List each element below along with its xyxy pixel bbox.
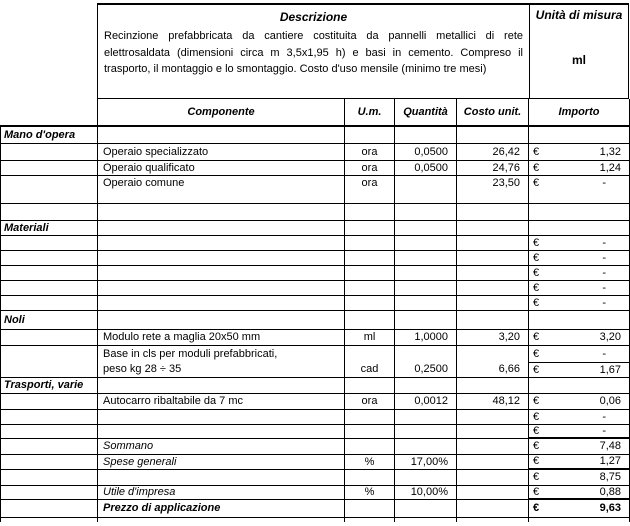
cell-c2 [345,295,395,310]
section-label-cell [1,175,98,203]
cell-c5 [529,393,630,409]
euro-symbol: € [533,296,540,309]
row-item [1,345,630,362]
cell-c1 [98,126,345,143]
row-item [1,393,630,409]
importo-value: - [602,296,606,309]
cell-c2 [345,345,395,362]
cell-c1 [98,469,345,485]
euro-symbol: € [533,251,540,264]
cell-c5 [529,438,630,454]
section-label-cell [1,438,98,454]
cell-c5 [529,345,630,362]
cell-c3: 0,0500 [395,143,457,160]
row-sum [1,438,630,454]
importo-value: - [602,281,606,294]
cell-c4: 3,20 [457,329,529,345]
cell-stub [98,517,345,522]
cell-stub [457,517,529,522]
cell-c3: 10,00% [395,485,457,499]
row-section [1,377,630,393]
section-label-cell [1,345,98,362]
cell-c3: 0,0500 [395,160,457,175]
euro-symbol: € [533,363,540,376]
section-label-cell [1,295,98,310]
cell-c1 [98,235,345,250]
euro-symbol: € [533,347,540,360]
importo-value: 1,32 [599,145,621,158]
section-label-cell: Materiali [1,220,98,235]
cell-c3 [395,424,457,438]
cell-c1: Operaio specializzato [98,143,345,160]
row-euro [1,295,630,310]
cell-c2 [345,235,395,250]
cell-c2 [345,250,395,265]
cell-c1 [98,295,345,310]
cell-c3 [395,469,457,485]
cell-c1 [98,265,345,280]
importo-value: - [602,236,606,249]
cell-c4 [457,499,529,517]
corner-cell [1,99,98,126]
description-cell [98,5,529,98]
cell-c5 [529,203,630,220]
cell-c2 [345,424,395,438]
cell-c4: 26,42 [457,143,529,160]
cell-c5 [529,499,630,517]
row-section [1,310,630,329]
cell-c3 [395,126,457,143]
section-label-cell [1,485,98,499]
cell-c3 [395,280,457,295]
section-label-cell [1,409,98,424]
row-item [1,160,630,175]
cell-c5 [529,409,630,424]
cell-c3 [395,235,457,250]
cell-c1: Sommano [98,438,345,454]
cell-c1 [98,377,345,393]
row-section [1,220,630,235]
section-label-cell [1,250,98,265]
col-header-costo-unit: Costo unit. [457,99,529,126]
cell-c3: 1,0000 [395,329,457,345]
cell-c2 [345,377,395,393]
section-label-cell: Trasporti, varie [1,377,98,393]
euro-symbol: € [533,485,540,498]
cell-c2: ora [345,393,395,409]
row-item [1,175,630,203]
description-header: Descrizione [279,10,348,24]
row-item [1,329,630,345]
cell-c5 [529,454,630,469]
row-final [1,499,630,517]
cell-c2 [345,126,395,143]
cell-c1: Autocarro ribaltabile da 7 mc [98,393,345,409]
euro-symbol: € [533,281,540,294]
unit-of-measure-cell [529,5,628,98]
cell-c3 [395,409,457,424]
euro-symbol: € [533,331,540,343]
cell-c4 [457,377,529,393]
cell-c2 [345,220,395,235]
cell-c4 [457,454,529,469]
cost-table [0,99,630,522]
section-label-cell [1,235,98,250]
section-label-cell [1,203,98,220]
row-pct [1,454,630,469]
row-item [1,143,630,160]
unit-of-measure-value: ml [571,53,586,67]
cell-c4 [457,424,529,438]
cell-c2: ora [345,175,395,203]
cell-c2: ora [345,143,395,160]
row-euro [1,265,630,280]
description-block [97,3,629,99]
cell-c5 [529,310,630,329]
cell-stub [1,517,98,522]
cell-stub [395,517,457,522]
importo-value: 7,48 [599,440,621,453]
cell-c5 [529,295,630,310]
cell-c1: Modulo rete a maglia 20x50 mm [98,329,345,345]
cell-c1 [98,250,345,265]
cell-c4 [457,295,529,310]
cell-c3 [395,265,457,280]
importo-value: 1,67 [599,363,621,376]
section-label-cell [1,143,98,160]
cell-c2: % [345,485,395,499]
cropped-bottom-row [1,517,630,522]
section-label-cell [1,362,98,377]
cell-stub [345,517,395,522]
importo-value: - [602,347,606,360]
description-text: Recinzione prefabbricata da cantiere costituita da pannelli metallici di rete elettrosaldata (dimensioni circa m 3,5x1,95 h) e basi in cemento. Compreso il trasporto, il montaggio e lo smontaggio. Costo d'uso mensile (minimo tre mesi) [104,30,523,75]
cell-c5 [529,280,630,295]
importo-value: - [602,410,606,423]
importo-value: - [602,176,606,189]
cell-c4 [457,485,529,499]
importo-value: 1,24 [599,161,621,174]
cell-c4 [457,345,529,362]
importo-value: - [602,266,606,279]
cell-c5 [529,469,630,485]
cell-c1: Operaio qualificato [98,160,345,175]
cell-c2: cad [345,362,395,377]
cell-c2: ora [345,160,395,175]
row-subtotal [1,469,630,485]
cell-c3 [395,220,457,235]
cell-c3 [395,438,457,454]
euro-symbol: € [533,266,540,279]
column-header-row [1,99,630,126]
cell-c1: Utile d'impresa [98,485,345,499]
cell-c5 [529,485,630,499]
unit-of-measure-header: Unità di misura [535,8,623,22]
cell-c3 [395,377,457,393]
cell-c3: 0,2500 [395,362,457,377]
row-pct [1,485,630,499]
importo-value: 3,20 [599,331,621,343]
euro-symbol: € [533,471,540,484]
euro-symbol: € [533,176,540,189]
cell-c5 [529,329,630,345]
cell-c3 [395,295,457,310]
cell-c2 [345,265,395,280]
cell-c3 [395,310,457,329]
cell-c1: Operaio comune [98,175,345,203]
cell-c1: Spese generali [98,454,345,469]
euro-symbol: € [533,502,540,515]
row-euro [1,424,630,438]
cell-c5 [529,362,630,377]
importo-value: 1,27 [599,455,621,468]
cell-c2 [345,310,395,329]
importo-value: 0,88 [599,485,621,498]
section-label-cell [1,454,98,469]
cell-c4 [457,469,529,485]
row-blank [1,203,630,220]
cell-c5 [529,265,630,280]
cell-c2 [345,469,395,485]
cell-c1: peso kg 28 ÷ 35 [98,362,345,377]
euro-symbol: € [533,395,540,407]
euro-symbol: € [533,236,540,249]
cell-c5 [529,235,630,250]
cell-c1 [98,203,345,220]
cell-c4 [457,235,529,250]
cell-c5 [529,160,630,175]
cell-c4 [457,203,529,220]
cell-c2 [345,280,395,295]
cell-c2 [345,409,395,424]
cell-c4 [457,220,529,235]
euro-symbol: € [533,424,540,437]
cell-c1 [98,409,345,424]
importo-value: 0,06 [599,395,621,407]
section-label-cell [1,160,98,175]
importo-value: 8,75 [599,471,621,484]
cell-c2: % [345,454,395,469]
importo-value: - [602,424,606,437]
euro-symbol: € [533,440,540,453]
cell-c1 [98,220,345,235]
cell-c4 [457,280,529,295]
euro-symbol: € [533,161,540,174]
cell-c1 [98,280,345,295]
row-euro [1,409,630,424]
row-euro [1,280,630,295]
cell-c3: 0,0012 [395,393,457,409]
cell-c4 [457,126,529,143]
cell-c1 [98,310,345,329]
col-header-componente: Componente [98,99,345,126]
col-header-um: U.m. [345,99,395,126]
section-label-cell: Noli [1,310,98,329]
cell-c4 [457,265,529,280]
cell-c2 [345,203,395,220]
section-label-cell [1,265,98,280]
cell-c2 [345,499,395,517]
importo-value: 9,63 [599,502,621,515]
row-euro [1,235,630,250]
section-label-cell [1,424,98,438]
cell-c1: Base in cls per moduli prefabbricati, [98,345,345,362]
cell-c4 [457,250,529,265]
cell-c4 [457,438,529,454]
cell-c4: 23,50 [457,175,529,203]
cell-c2 [345,438,395,454]
cell-stub [529,517,630,522]
cell-c2: ml [345,329,395,345]
cell-c5 [529,143,630,160]
cell-c5 [529,424,630,438]
cell-c3 [395,175,457,203]
cell-c5 [529,377,630,393]
cell-c3 [395,250,457,265]
cell-c1 [98,424,345,438]
section-label-cell: Mano d'opera [1,126,98,143]
cell-c1: Prezzo di applicazione [98,499,345,517]
cell-c3 [395,203,457,220]
cell-c5 [529,175,630,203]
col-header-quantita: Quantità [395,99,457,126]
cell-c4: 48,12 [457,393,529,409]
col-header-importo: Importo [529,99,630,126]
section-label-cell [1,329,98,345]
section-label-cell [1,280,98,295]
euro-symbol: € [533,410,540,423]
section-label-cell [1,393,98,409]
cell-c4 [457,310,529,329]
euro-symbol: € [533,145,540,158]
cell-c4: 6,66 [457,362,529,377]
cell-c5 [529,250,630,265]
row-section [1,126,630,143]
euro-symbol: € [533,455,540,468]
cell-c3 [395,499,457,517]
cell-c4 [457,409,529,424]
row-item [1,362,630,377]
cell-c5 [529,220,630,235]
importo-value: - [602,251,606,264]
cell-c4: 24,76 [457,160,529,175]
cell-c3 [395,345,457,362]
row-euro [1,250,630,265]
section-label-cell [1,469,98,485]
section-label-cell [1,499,98,517]
cell-c5 [529,126,630,143]
cell-c3: 17,00% [395,454,457,469]
